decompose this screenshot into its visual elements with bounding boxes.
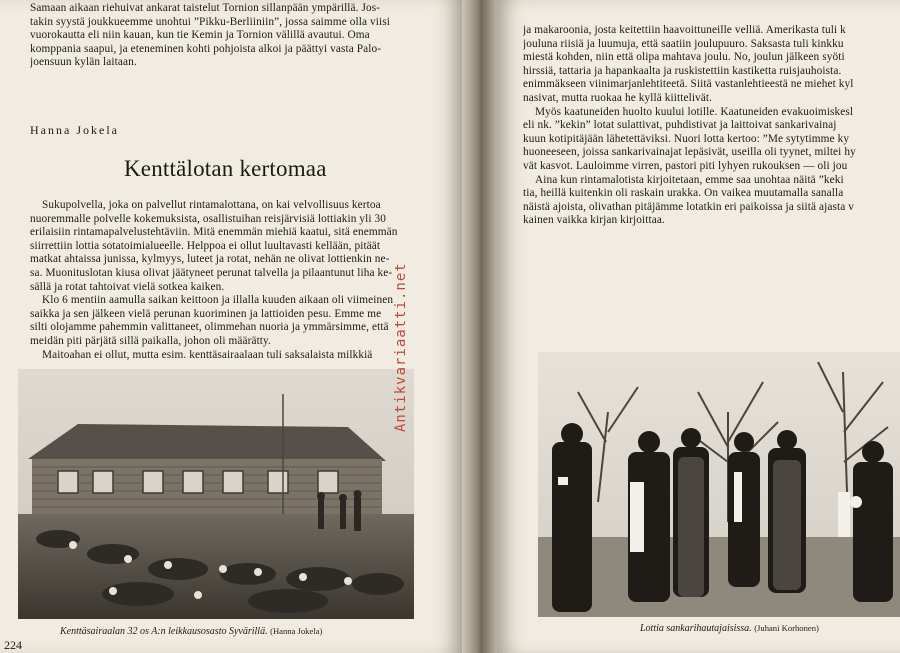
body-line: Maitoahan ei ollut, mutta esim. kenttäsairaalaan tuli saksalaista milkkiä <box>42 348 373 361</box>
intro-line: komppania saapui, ja eteneminen kohti pohjoista alkoi ja päättyi vasta Palo- <box>30 42 382 55</box>
right-line: kuun kotipitäjään lähetettäviksi. Nuori lotta kertoo: ”Me sytytimme ky <box>523 132 850 145</box>
body-line: saikka ja sen jälkeen vielä perunan kuoriminen ja lattioiden pesu. Emme me <box>30 307 382 320</box>
body-line: erilaisiin rintamapalvelustehtäviin. Mitä enemmän miehiä kaatui, sitä enemmän <box>30 226 398 239</box>
left-caption-text: Kenttäsairaalan 32 os A:n leikkausosasto Syvärillä. <box>60 626 268 637</box>
left-photo-caption <box>60 626 322 637</box>
body-line: Klo 6 mentiin aamulla saikan keittoon ja illalla kuuden aikaan oli viimeinen <box>42 294 394 307</box>
body-line: siirrettiin lottia sotatoimialueelle. Helppoa ei ollut luultavasti kellään, pitäät <box>30 239 381 252</box>
right-line: ja makaroonia, josta keitettiin haavoittuneille velliä. Amerikasta tuli k <box>523 24 846 36</box>
right-caption-text: Lottia sankarihautajaisissa. <box>640 623 752 634</box>
right-line: Aina kun rintamalotista kirjoitetaan, emme saa unohtaa näitä ”keki <box>535 173 844 186</box>
right-line: huoneeseen, joissa sankarivainajat lepäsivät, useilla oli tyynet, miltei hy <box>523 146 856 159</box>
right-line: vät kasvot. Lauloimme virren, pastori piti lyhyen rukouksen — oli jou <box>523 159 848 172</box>
right-line: näistä ajoista, olivathan pitäjämme lotatkin eri paikoissa ja siitä ajasta v <box>523 200 855 213</box>
intro-line: joensuun kylän laitaan. <box>30 56 137 69</box>
right-line: kainen vaikka kirjan kirjoittaa. <box>523 214 665 227</box>
right-body <box>523 24 900 228</box>
left-caption-credit: (Hanna Jokela) <box>270 626 323 636</box>
funeral-photo-image <box>538 352 900 617</box>
right-line: nasivat, mutta ruokaa he kyllä kiittelivät. <box>523 91 713 104</box>
body-line: nuoremmalle polvelle kokemuksista, osallistuihan reisjärvisiä lottiakin yli 30 <box>30 212 387 225</box>
right-photo-caption <box>640 623 819 634</box>
funeral-photo <box>538 352 900 617</box>
intro-line: vuorokautta eli niin kauan, kun tie Kemin ja Tornion välillä avautui. Oma <box>30 29 370 42</box>
article-title: Kenttälotan kertomaa <box>124 156 327 181</box>
right-caption-credit: (Juhani Korhonen) <box>754 623 819 633</box>
body-line: sa. Muonituslotan kiusa olivat jäätyneet perunat talvella ja pilaantunut liha ke- <box>30 266 393 279</box>
right-line: enimmäkseen viinimarjanlehtiteetä. Siitä vastanlehtieestä ne miehet kyl <box>523 78 854 91</box>
right-line: miestä kohden, niin että olipa mahtava joulu. No, joulun jälkeen syöti <box>523 51 845 64</box>
right-line: Myös kaatuneiden huolto kuului lotille. Kaatuneiden evakuoimiskesl <box>535 105 854 118</box>
field-hospital-photo-image <box>18 369 414 619</box>
page-number: 224 <box>4 638 22 652</box>
watermark: Antikvariaatti.net <box>393 262 409 432</box>
right-line: hirssiä, tattaria ja hapankaalta ja ruskistettiin kastiketta ruisjauhoista. <box>523 64 842 77</box>
article-author: Hanna Jokela <box>30 123 119 137</box>
right-line: eli nk. ”kekin” lotat sulattivat, puhdistivat ja laittoivat sankarivainaj <box>523 119 837 132</box>
intro-paragraph <box>30 2 430 70</box>
field-hospital-photo <box>18 369 414 619</box>
body-line: Sukupolvella, joka on palvellut rintamalottana, on kai velvollisuus kertoa <box>42 199 381 211</box>
body-line: sällä ja rotat tahtoivat vielä sotkea kaiken. <box>30 280 225 293</box>
right-page <box>497 0 900 653</box>
body-line: matkat ahtaissa junissa, kylmyys, luteet ja rotat, nehän ne olivat lottienkin ne- <box>30 253 390 266</box>
body-line: silti olojamme pahemmin valittaneet, olimmehan nuoria ja ymmärsimme, että <box>30 321 389 334</box>
body-line: meidän piti pärjätä sillä paikalla, johon oli määrätty. <box>30 334 271 347</box>
intro-line: takin syystä joukkueemme unohtui ”Pikku-Berliiniin”, jossa saimme olla viisi <box>30 15 390 28</box>
book-gutter <box>462 0 497 653</box>
right-line: tia, heillä kuitenkin oli raskain urakka. On vaikea muutamalla sanalla <box>523 187 844 200</box>
right-line: jouluna riisiä ja luumuja, että saatiin joulupuuro. Saksasta tuli kinkku <box>523 37 844 50</box>
intro-line: Samaan aikaan riehuivat ankarat taistelut Tornion sillanpään ympärillä. Jos- <box>30 2 381 14</box>
article-body <box>30 199 422 362</box>
